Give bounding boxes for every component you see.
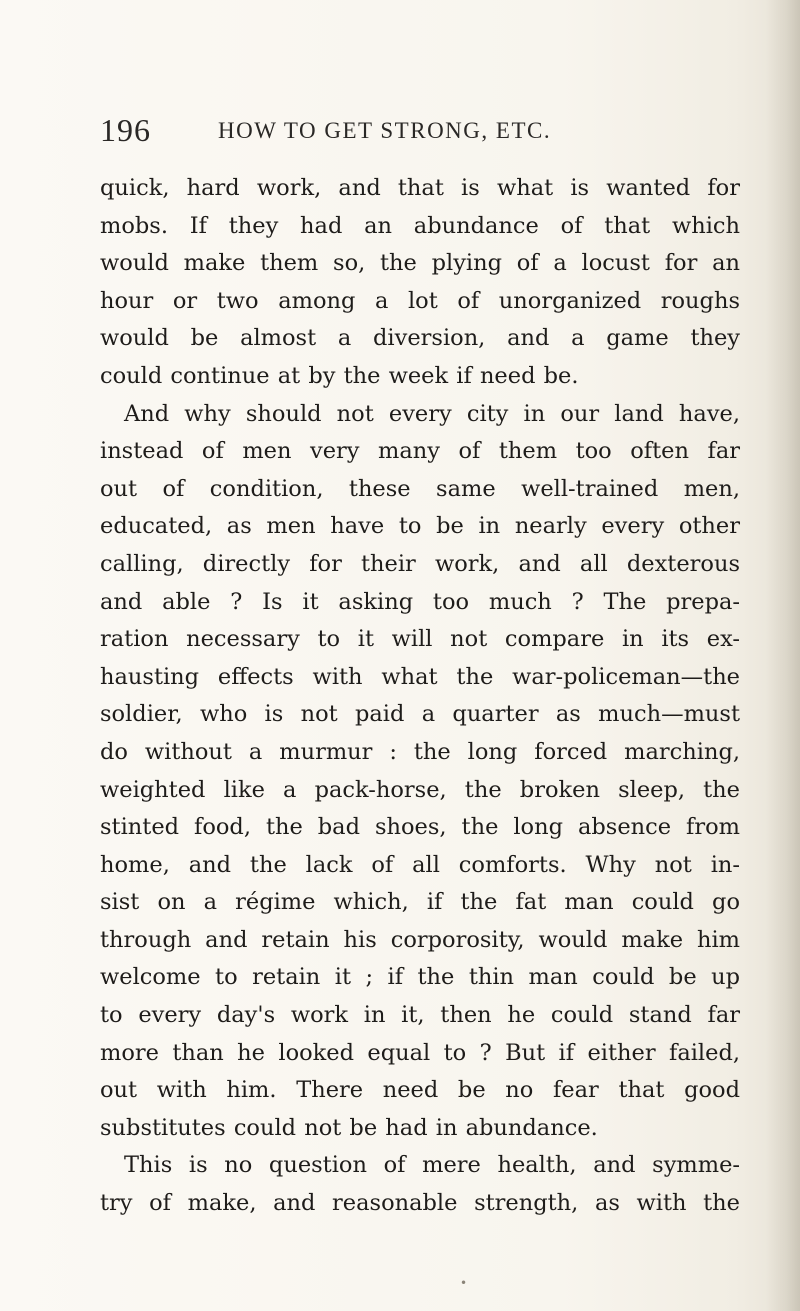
ink-speck: •: [460, 1276, 468, 1290]
page-number: 196: [100, 112, 151, 148]
text-line: welcome to retain it ; if the thin man could be up: [100, 964, 740, 991]
text-line: more than he looked equal to ? But if either failed,: [100, 1039, 740, 1066]
body-text: [100, 170, 740, 1223]
text-line: educated, as men have to be in nearly every other: [100, 513, 740, 540]
text-line: substitutes could not be had in abundance.: [100, 1114, 598, 1141]
running-title: HOW TO GET STRONG, ETC.: [218, 118, 552, 143]
text-line: try of make, and reasonable strength, as with the: [100, 1190, 740, 1217]
text-line: and able ? Is it asking too much ? The prepa-: [100, 588, 740, 615]
text-line: out with him. There need be no fear that good: [100, 1077, 740, 1104]
text-line: could continue at by the week if need be.: [100, 362, 579, 389]
page-edge-shadow: [766, 0, 800, 1311]
text-line: hour or two among a lot of unorganized roughs: [100, 287, 740, 314]
text-line: hausting effects with what the war-policeman—the: [100, 663, 740, 690]
text-line: do without a murmur : the long forced marching,: [100, 738, 740, 765]
text-line: calling, directly for their work, and all dexterous: [100, 550, 740, 577]
text-line: mobs. If they had an abundance of that which: [100, 212, 740, 239]
text-line: stinted food, the bad shoes, the long absence from: [100, 814, 740, 841]
text-line: home, and the lack of all comforts. Why not in-: [100, 851, 740, 878]
text-line: through and retain his corporosity, would make him: [100, 926, 740, 953]
text-line: instead of men very many of them too often far: [100, 438, 740, 465]
text-line: quick, hard work, and that is what is wanted for: [100, 175, 740, 201]
text-line: soldier, who is not paid a quarter as much—must: [100, 701, 740, 728]
text-line: sist on a régime which, if the fat man could go: [100, 889, 740, 916]
text-line: would be almost a diversion, and a game they: [100, 325, 740, 352]
text-line: to every day's work in it, then he could stand far: [100, 1002, 740, 1029]
text-line: And why should not every city in our land have,: [124, 400, 740, 427]
text-line: would make them so, the plying of a locust for an: [100, 250, 740, 277]
running-head: [100, 112, 720, 148]
text-line: This is no question of mere health, and symme-: [124, 1152, 740, 1179]
text-line: out of condition, these same well-trained men,: [100, 475, 740, 502]
text-line: ration necessary to it will not compare in its ex-: [100, 626, 740, 653]
text-line: weighted like a pack-horse, the broken sleep, the: [100, 776, 740, 803]
